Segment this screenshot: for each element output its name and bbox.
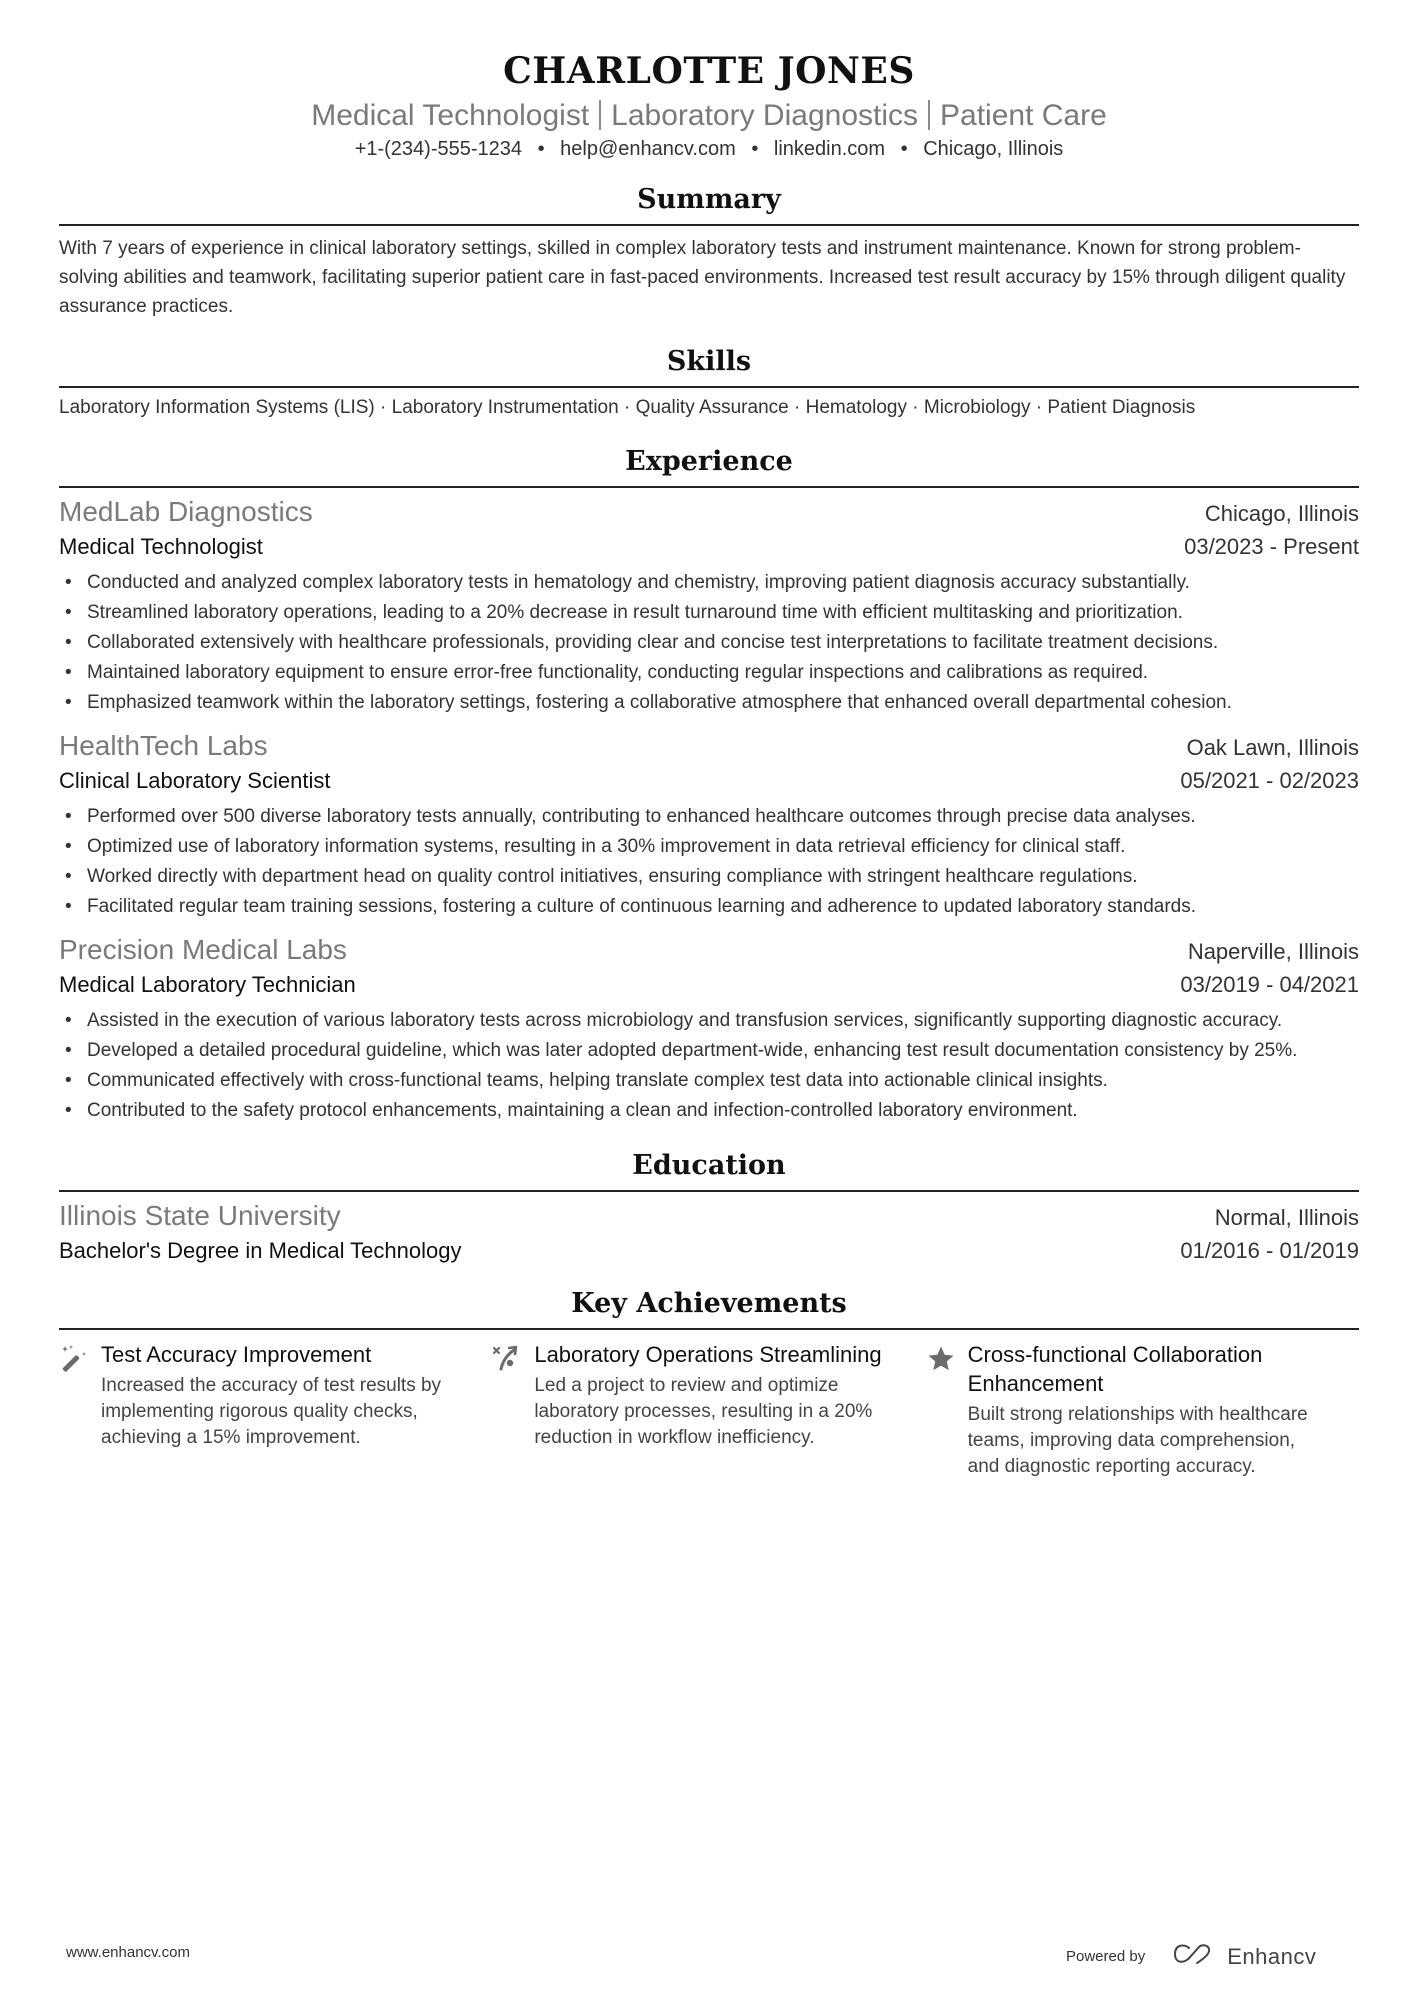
page-footer [66, 1940, 1410, 1970]
resume-header [59, 0, 1359, 162]
contact-line [59, 136, 1359, 162]
section-divider [59, 1328, 1359, 1330]
bullet-item: • Contributed to the safety protocol enhancements, maintaining a clean and infection-controlled laboratory environment. [65, 1100, 1078, 1121]
separator-dot: • [751, 138, 759, 160]
achievement-item [59, 1340, 492, 1480]
star-icon [926, 1340, 968, 1480]
resume-page [59, 0, 1359, 1480]
job-dates: 05/2021 - 02/2023 [1180, 768, 1359, 793]
candidate-name: CHARLOTTE JONES [503, 50, 915, 92]
education-entry [59, 1198, 1359, 1268]
headline-divider [599, 100, 601, 130]
bullet-item: • Emphasized teamwork within the laboratory settings, fostering a collaborative atmosphere that enhanced overall departmental cohesion. [65, 692, 1232, 713]
achievement-title: Cross-functional Collaboration Enhancement [967, 1342, 1263, 1396]
achievement-item [926, 1340, 1359, 1480]
section-divider [59, 1190, 1359, 1192]
job-entry [59, 728, 1359, 922]
powered-by-label: Powered by [1066, 1948, 1146, 1965]
education-dates: 01/2016 - 01/2019 [1180, 1238, 1359, 1263]
job-dates: 03/2023 - Present [1184, 534, 1359, 559]
skills-section [59, 344, 1359, 421]
phone: +1-(234)-555-1234 [354, 138, 523, 160]
job-location: Oak Lawn, Illinois [1186, 735, 1359, 760]
achievement-description: Led a project to review and optimize laboratory processes, resulting in a 20% reduction in workflow inefficiency. [534, 1375, 873, 1448]
bullet-item: • Maintained laboratory equipment to ensure error-free functionality, conducting regular inspections and calibrations as required. [65, 662, 1149, 683]
route-icon [492, 1340, 534, 1480]
job-bullets [59, 802, 1359, 922]
achievement-description: Increased the accuracy of test results by implementing rigorous quality checks, achieving a 15% improvement. [101, 1375, 442, 1448]
achievements-grid [59, 1340, 1359, 1480]
summary-section [59, 182, 1359, 321]
school-name: Illinois State University [59, 1200, 341, 1231]
linkedin-link[interactable]: linkedin.com [773, 138, 886, 160]
bullet-item: • Assisted in the execution of various laboratory tests across microbiology and transfusion services, significantly supporting diagnostic accuracy. [65, 1010, 1283, 1031]
bullet-item: • Communicated effectively with cross-functional teams, helping translate complex test data into actionable clinical insights. [65, 1070, 1108, 1091]
separator-dot: • [900, 138, 908, 160]
magic-wand-icon [59, 1340, 101, 1480]
section-title-education: Education [632, 1150, 786, 1181]
bullet-item: • Developed a detailed procedural guideline, which was later adopted department-wide, enhancing test result documentation consistency by 25%. [65, 1040, 1298, 1061]
summary-text: With 7 years of experience in clinical laboratory settings, skilled in complex laboratory tests and instrument maintenance. Known for strong problem-solving abilities and teamwork, facilitating superior patient care in fast-paced environments. Increased test result accuracy by 15% through diligent quality assurance practices. [59, 238, 1346, 317]
brand-name: Enhancv [1227, 1943, 1317, 1969]
website-link[interactable]: www.enhancv.com [66, 1944, 190, 1961]
achievement-title: Laboratory Operations Streamlining [534, 1342, 882, 1367]
bullet-item: • Optimized use of laboratory information systems, resulting in a 30% improvement in data retrieval efficiency for clinical staff. [65, 836, 1126, 857]
email-link[interactable]: help@enhancv.com [560, 138, 736, 160]
job-entry [59, 932, 1359, 1126]
headline [59, 96, 1359, 136]
achievement-description: Built strong relationships with healthcare teams, improving data comprehension, and diagnostic reporting accuracy. [967, 1404, 1308, 1477]
headline-item: Medical Technologist [311, 99, 590, 132]
achievement-item [492, 1340, 925, 1480]
bullet-item: • Performed over 500 diverse laboratory tests annually, contributing to enhanced healthcare outcomes through precise data analyses. [65, 806, 1196, 827]
bullet-item: • Facilitated regular team training sessions, fostering a culture of continuous learning and adherence to updated laboratory standards. [65, 896, 1197, 917]
achievement-title: Test Accuracy Improvement [101, 1342, 372, 1367]
degree: Bachelor's Degree in Medical Technology [59, 1238, 462, 1263]
job-dates: 03/2019 - 04/2021 [1180, 972, 1359, 997]
section-title-skills: Skills [666, 346, 752, 377]
section-title-summary: Summary [637, 184, 781, 215]
education-section [59, 1148, 1359, 1268]
separator-dot: • [537, 138, 545, 160]
achievements-section [59, 1286, 1359, 1480]
job-role: Medical Technologist [59, 534, 263, 559]
section-divider [59, 486, 1359, 488]
bullet-item: • Conducted and analyzed complex laboratory tests in hematology and chemistry, improving patient diagnosis accuracy substantially. [65, 572, 1190, 593]
job-role: Clinical Laboratory Scientist [59, 768, 331, 793]
location: Chicago, Illinois [923, 138, 1064, 160]
experience-section [59, 444, 1359, 1126]
school-location: Normal, Illinois [1214, 1205, 1359, 1230]
section-title-achievements: Key Achievements [571, 1288, 847, 1319]
bullet-item: • Worked directly with department head on quality control initiatives, ensuring compliance with stringent healthcare regulations. [65, 866, 1138, 887]
enhancv-logo-icon [1171, 1942, 1217, 1971]
company-name: HealthTech Labs [59, 730, 268, 761]
headline-divider [928, 100, 930, 130]
headline-item: Patient Care [940, 99, 1107, 132]
section-divider [59, 386, 1359, 388]
job-bullets [59, 1006, 1359, 1126]
powered-by [1066, 1942, 1316, 1971]
job-role: Medical Laboratory Technician [59, 972, 356, 997]
skills-list: Laboratory Information Systems (LIS) · Laboratory Instrumentation · Quality Assurance · Hematology · Microbiology · Patient Diagnosis [59, 397, 1196, 418]
section-title-experience: Experience [625, 446, 793, 477]
headline-item: Laboratory Diagnostics [611, 99, 918, 132]
job-bullets [59, 568, 1359, 718]
company-name: Precision Medical Labs [59, 934, 347, 965]
job-location: Naperville, Illinois [1187, 939, 1359, 964]
company-name: MedLab Diagnostics [59, 496, 313, 527]
bullet-item: • Streamlined laboratory operations, leading to a 20% decrease in result turnaround time with efficient multitasking and prioritization. [65, 602, 1183, 623]
job-entry [59, 494, 1359, 718]
bullet-item: • Collaborated extensively with healthcare professionals, providing clear and concise test interpretations to facilitate treatment decisions. [65, 632, 1219, 653]
job-location: Chicago, Illinois [1204, 501, 1359, 526]
section-divider [59, 224, 1359, 226]
